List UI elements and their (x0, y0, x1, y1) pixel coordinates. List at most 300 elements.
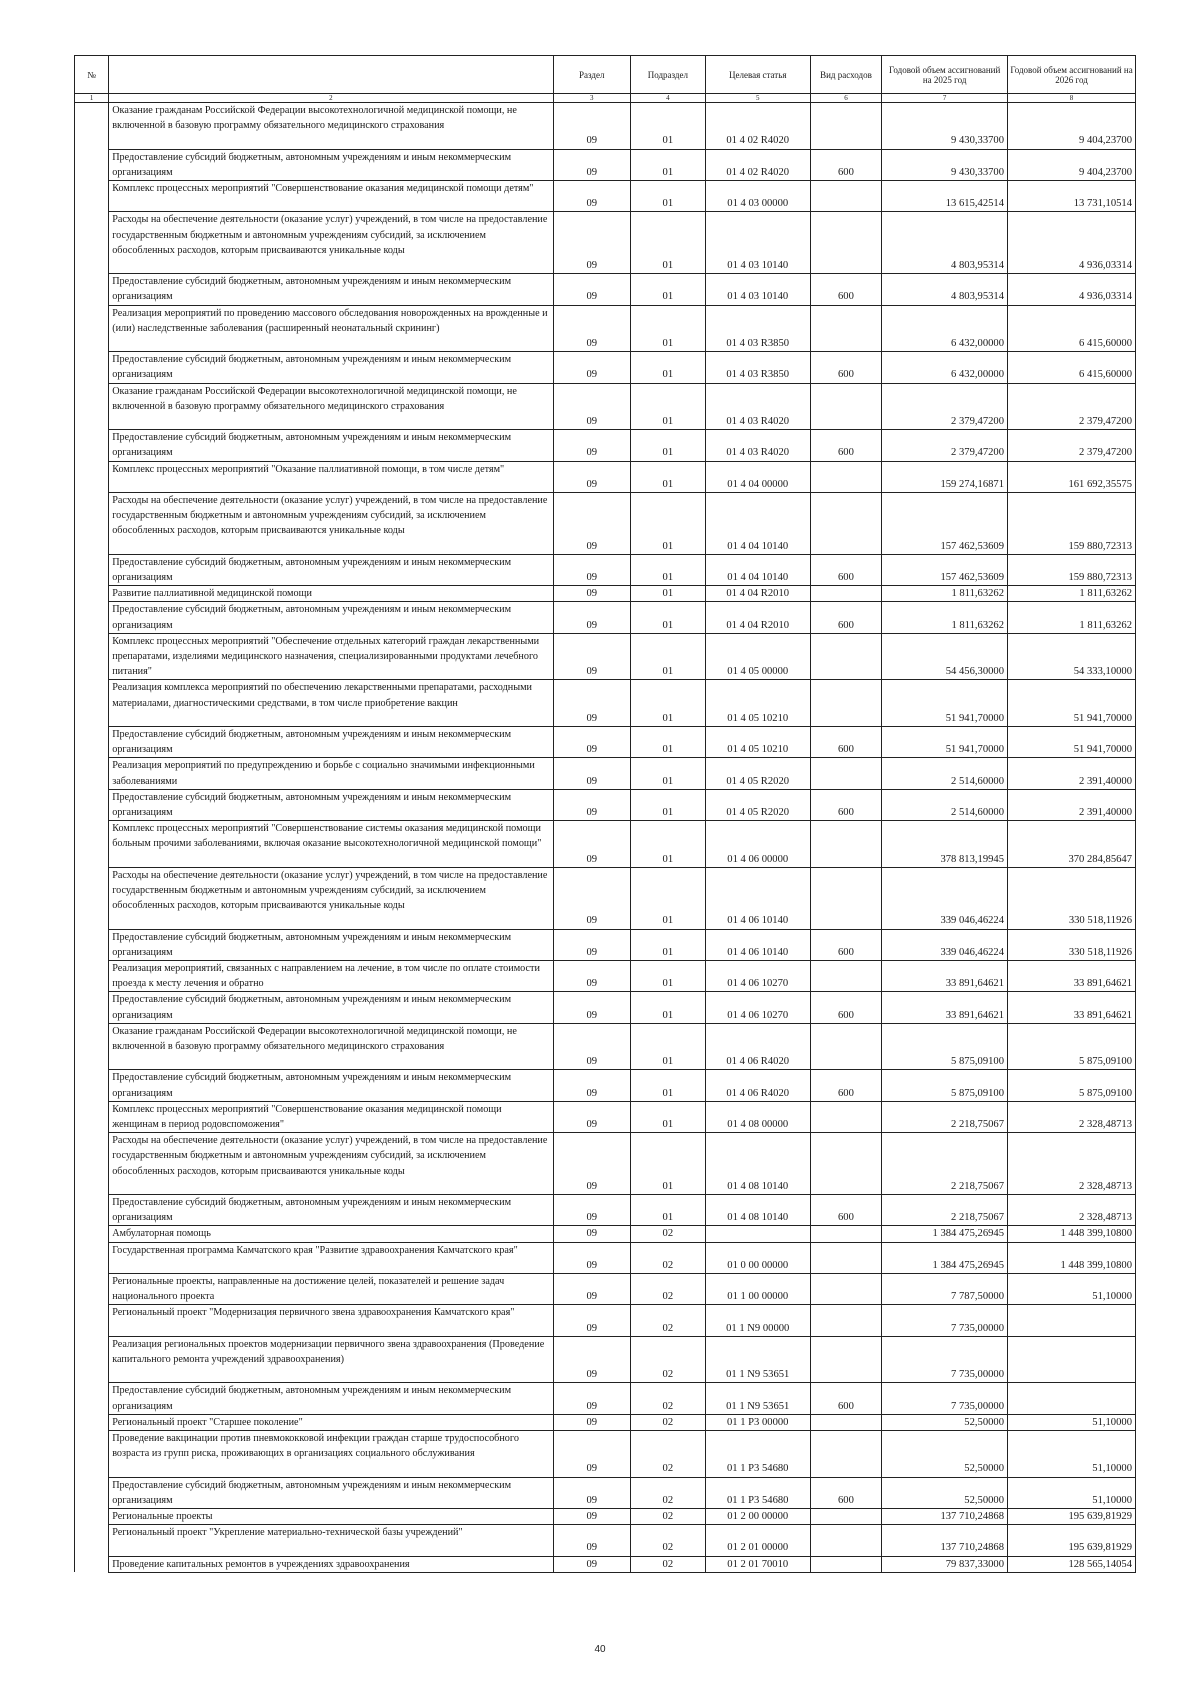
row-expense-type (810, 461, 882, 492)
table-row (75, 554, 1136, 585)
row-volume-2026: 13 731,10514 (1008, 181, 1136, 212)
table-row (75, 992, 1136, 1023)
table-row (75, 1133, 1136, 1195)
table-row (75, 602, 1136, 633)
row-section: 09 (553, 1226, 630, 1242)
row-section: 09 (553, 821, 630, 868)
row-name: Комплекс процессных мероприятий "Оказание паллиативной помощи, в том числе детям" (109, 461, 553, 492)
row-name: Предоставление субсидий бюджетным, автономным учреждениям и иным некоммерческим организациям (109, 602, 553, 633)
row-name: Предоставление субсидий бюджетным, автономным учреждениям и иным некоммерческим организациям (109, 430, 553, 461)
row-number-cell (75, 789, 109, 820)
row-volume-2025: 2 379,47200 (882, 383, 1008, 430)
row-volume-2026: 2 391,40000 (1008, 758, 1136, 789)
table-row (75, 789, 1136, 820)
row-volume-2026: 6 415,60000 (1008, 305, 1136, 352)
row-subsection: 01 (630, 821, 705, 868)
row-volume-2026: 1 448 399,10800 (1008, 1242, 1136, 1273)
row-volume-2025: 339 046,46224 (882, 867, 1008, 929)
row-number-cell (75, 1525, 109, 1556)
table-row (75, 492, 1136, 554)
row-section: 09 (553, 554, 630, 585)
row-volume-2026 (1008, 1383, 1136, 1414)
table-row (75, 1336, 1136, 1383)
row-name: Предоставление субсидий бюджетным, автономным учреждениям и иным некоммерческим организациям (109, 1477, 553, 1508)
row-name: Оказание гражданам Российской Федерации высокотехнологичной медицинской помощи, не включенной в базовую программу обязательного медицинского страхования (109, 103, 553, 150)
row-volume-2026: 33 891,64621 (1008, 961, 1136, 992)
row-volume-2025: 1 384 475,26945 (882, 1226, 1008, 1242)
row-target-article: 01 4 06 10270 (705, 961, 810, 992)
row-expense-type: 600 (810, 1383, 882, 1414)
row-number-cell (75, 492, 109, 554)
row-target-article: 01 4 06 R4020 (705, 1023, 810, 1070)
row-volume-2025: 2 218,75067 (882, 1195, 1008, 1226)
row-number-cell (75, 1414, 109, 1430)
row-section: 09 (553, 1305, 630, 1336)
row-name: Региональные проекты, направленные на достижение целей, показателей и решение задач национального проекта (109, 1274, 553, 1305)
row-volume-2026: 9 404,23700 (1008, 103, 1136, 150)
row-expense-type (810, 383, 882, 430)
row-target-article: 01 4 06 00000 (705, 821, 810, 868)
row-volume-2026: 161 692,35575 (1008, 461, 1136, 492)
row-target-article: 01 4 03 R3850 (705, 305, 810, 352)
row-target-article (705, 1226, 810, 1242)
row-volume-2026: 330 518,11926 (1008, 929, 1136, 960)
row-name: Проведение капитальных ремонтов в учреждениях здравоохранения (109, 1556, 553, 1572)
row-target-article: 01 4 03 10140 (705, 212, 810, 274)
row-name: Комплекс процессных мероприятий "Совершенствование оказания медицинской помощи женщинам в период родовспоможения" (109, 1101, 553, 1132)
row-subsection: 01 (630, 461, 705, 492)
row-subsection: 01 (630, 149, 705, 180)
row-volume-2026: 2 379,47200 (1008, 383, 1136, 430)
row-name: Оказание гражданам Российской Федерации высокотехнологичной медицинской помощи, не включенной в базовую программу обязательного медицинского страхования (109, 1023, 553, 1070)
table-row (75, 149, 1136, 180)
row-number-cell (75, 430, 109, 461)
row-section: 09 (553, 1383, 630, 1414)
row-target-article: 01 2 00 00000 (705, 1509, 810, 1525)
row-expense-type: 600 (810, 1195, 882, 1226)
row-section: 09 (553, 929, 630, 960)
row-name: Реализация мероприятий по предупреждению и борьбе с социально значимыми инфекционными заболеваниями (109, 758, 553, 789)
row-name: Предоставление субсидий бюджетным, автономным учреждениям и иным некоммерческим организациям (109, 1195, 553, 1226)
row-volume-2026 (1008, 1305, 1136, 1336)
row-subsection: 01 (630, 586, 705, 602)
row-subsection: 01 (630, 602, 705, 633)
row-number-cell (75, 1305, 109, 1336)
row-section: 09 (553, 1101, 630, 1132)
row-expense-type (810, 1242, 882, 1273)
row-name: Реализация комплекса мероприятий по обеспечению лекарственными препаратами, расходными материалами, диагностическими средствами, в том числе приобретение вакцин (109, 680, 553, 727)
row-subsection: 02 (630, 1556, 705, 1572)
column-number: 1 (75, 94, 109, 103)
row-name: Расходы на обеспечение деятельности (оказание услуг) учреждений, в том числе на предоставление государственным бюджетным и автономным учреждениям субсидий, за исключением обособленных расходов, которым присваиваются уникальные коды (109, 492, 553, 554)
row-volume-2025: 2 514,60000 (882, 758, 1008, 789)
row-expense-type (810, 1274, 882, 1305)
row-name: Реализация мероприятий, связанных с направлением на лечение, в том числе по оплате стоимости проезда к месту лечения и обратно (109, 961, 553, 992)
column-number: 6 (810, 94, 882, 103)
row-subsection: 02 (630, 1242, 705, 1273)
row-target-article: 01 4 03 R4020 (705, 383, 810, 430)
row-expense-type (810, 1133, 882, 1195)
header-volume-2025: Годовой объем ассигнований на 2025 год (882, 56, 1008, 94)
row-volume-2025: 1 811,63262 (882, 602, 1008, 633)
row-section: 09 (553, 758, 630, 789)
row-subsection: 01 (630, 727, 705, 758)
row-number-cell (75, 1477, 109, 1508)
row-section: 09 (553, 103, 630, 150)
row-volume-2025: 52,50000 (882, 1431, 1008, 1478)
row-volume-2026 (1008, 1336, 1136, 1383)
row-number-cell (75, 352, 109, 383)
row-volume-2025: 2 218,75067 (882, 1101, 1008, 1132)
table-row (75, 586, 1136, 602)
row-section: 09 (553, 212, 630, 274)
row-expense-type: 600 (810, 274, 882, 305)
row-number-cell (75, 992, 109, 1023)
row-name: Предоставление субсидий бюджетным, автономным учреждениям и иным некоммерческим организациям (109, 274, 553, 305)
row-section: 09 (553, 492, 630, 554)
row-number-cell (75, 680, 109, 727)
row-volume-2026: 370 284,85647 (1008, 821, 1136, 868)
row-target-article: 01 1 N9 53651 (705, 1336, 810, 1383)
row-number-cell (75, 1070, 109, 1101)
row-volume-2025: 2 514,60000 (882, 789, 1008, 820)
row-volume-2026: 1 811,63262 (1008, 602, 1136, 633)
table-row (75, 1383, 1136, 1414)
row-volume-2026: 51,10000 (1008, 1274, 1136, 1305)
row-volume-2026: 4 936,03314 (1008, 274, 1136, 305)
row-number-cell (75, 554, 109, 585)
header-target-article: Целевая статья (705, 56, 810, 94)
row-number-cell (75, 1336, 109, 1383)
table-row (75, 1414, 1136, 1430)
row-name: Расходы на обеспечение деятельности (оказание услуг) учреждений, в том числе на предоставление государственным бюджетным и автономным учреждениям субсидий, за исключением обособленных расходов, которым присваиваются уникальные коды (109, 867, 553, 929)
row-expense-type (810, 212, 882, 274)
row-name: Предоставление субсидий бюджетным, автономным учреждениям и иным некоммерческим организациям (109, 929, 553, 960)
row-name: Предоставление субсидий бюджетным, автономным учреждениям и иным некоммерческим организациям (109, 149, 553, 180)
row-subsection: 01 (630, 352, 705, 383)
row-volume-2026: 33 891,64621 (1008, 992, 1136, 1023)
row-subsection: 01 (630, 633, 705, 680)
row-name: Региональный проект "Старшее поколение" (109, 1414, 553, 1430)
row-number-cell (75, 461, 109, 492)
row-volume-2025: 79 837,33000 (882, 1556, 1008, 1572)
row-number-cell (75, 103, 109, 150)
row-name: Предоставление субсидий бюджетным, автономным учреждениям и иным некоммерческим организациям (109, 727, 553, 758)
row-volume-2026: 51,10000 (1008, 1431, 1136, 1478)
row-number-cell (75, 1242, 109, 1273)
column-numbers-row (75, 94, 1136, 103)
row-subsection: 01 (630, 430, 705, 461)
row-name: Региональный проект "Укрепление материально-технической базы учреждений" (109, 1525, 553, 1556)
row-section: 09 (553, 1431, 630, 1478)
row-name: Реализация мероприятий по проведению массового обследования новорожденных на врожденные и (или) наследственные заболевания (расширенный неонатальный скрининг) (109, 305, 553, 352)
row-volume-2026: 195 639,81929 (1008, 1509, 1136, 1525)
row-expense-type: 600 (810, 1477, 882, 1508)
row-expense-type (810, 103, 882, 150)
header-name (109, 56, 553, 94)
row-expense-type (810, 492, 882, 554)
column-number: 7 (882, 94, 1008, 103)
row-target-article: 01 4 04 00000 (705, 461, 810, 492)
row-target-article: 01 4 03 R3850 (705, 352, 810, 383)
row-target-article: 01 4 05 00000 (705, 633, 810, 680)
row-volume-2026: 2 391,40000 (1008, 789, 1136, 820)
table-row (75, 181, 1136, 212)
row-volume-2026: 330 518,11926 (1008, 867, 1136, 929)
row-volume-2025: 7 735,00000 (882, 1336, 1008, 1383)
row-subsection: 01 (630, 1133, 705, 1195)
row-expense-type: 600 (810, 430, 882, 461)
row-section: 09 (553, 1242, 630, 1273)
row-expense-type (810, 680, 882, 727)
row-subsection: 01 (630, 1023, 705, 1070)
row-name: Предоставление субсидий бюджетным, автономным учреждениям и иным некоммерческим организациям (109, 352, 553, 383)
header-section: Раздел (553, 56, 630, 94)
row-subsection: 02 (630, 1477, 705, 1508)
row-target-article: 01 4 03 10140 (705, 274, 810, 305)
row-volume-2026: 2 328,48713 (1008, 1195, 1136, 1226)
row-expense-type (810, 821, 882, 868)
table-row (75, 961, 1136, 992)
row-section: 09 (553, 992, 630, 1023)
row-target-article: 01 4 05 10210 (705, 680, 810, 727)
row-subsection: 01 (630, 992, 705, 1023)
row-section: 09 (553, 680, 630, 727)
table-row (75, 1305, 1136, 1336)
row-name: Предоставление субсидий бюджетным, автономным учреждениям и иным некоммерческим организациям (109, 992, 553, 1023)
row-volume-2025: 159 274,16871 (882, 461, 1008, 492)
column-number: 3 (553, 94, 630, 103)
table-row (75, 1556, 1136, 1572)
row-volume-2026: 51 941,70000 (1008, 727, 1136, 758)
row-name: Региональный проект "Модернизация первичного звена здравоохранения Камчатского края" (109, 1305, 553, 1336)
row-expense-type (810, 1336, 882, 1383)
table-row (75, 1070, 1136, 1101)
row-number-cell (75, 1101, 109, 1132)
row-section: 09 (553, 961, 630, 992)
row-volume-2026: 51,10000 (1008, 1477, 1136, 1508)
table-body (75, 103, 1136, 1573)
row-number-cell (75, 1195, 109, 1226)
row-section: 09 (553, 430, 630, 461)
row-section: 09 (553, 727, 630, 758)
header-subsection: Подраздел (630, 56, 705, 94)
table-row (75, 1274, 1136, 1305)
row-target-article: 01 4 08 10140 (705, 1133, 810, 1195)
row-number-cell (75, 961, 109, 992)
row-target-article: 01 4 08 00000 (705, 1101, 810, 1132)
row-target-article: 01 4 02 R4020 (705, 149, 810, 180)
table-row (75, 1477, 1136, 1508)
row-volume-2026: 2 379,47200 (1008, 430, 1136, 461)
row-volume-2026: 2 328,48713 (1008, 1101, 1136, 1132)
row-volume-2025: 51 941,70000 (882, 727, 1008, 758)
row-target-article: 01 4 05 R2020 (705, 758, 810, 789)
row-volume-2025: 1 811,63262 (882, 586, 1008, 602)
table-row (75, 1101, 1136, 1132)
row-target-article: 01 4 03 00000 (705, 181, 810, 212)
budget-table (74, 55, 1136, 1573)
row-expense-type (810, 961, 882, 992)
row-section: 09 (553, 383, 630, 430)
row-number-cell (75, 181, 109, 212)
row-expense-type (810, 758, 882, 789)
row-target-article: 01 1 N9 53651 (705, 1383, 810, 1414)
row-expense-type (810, 586, 882, 602)
row-subsection: 02 (630, 1431, 705, 1478)
row-name: Оказание гражданам Российской Федерации высокотехнологичной медицинской помощи, не включенной в базовую программу обязательного медицинского страхования (109, 383, 553, 430)
row-number-cell (75, 1509, 109, 1525)
row-volume-2025: 9 430,33700 (882, 149, 1008, 180)
row-volume-2025: 378 813,19945 (882, 821, 1008, 868)
row-subsection: 01 (630, 1070, 705, 1101)
row-number-cell (75, 1133, 109, 1195)
row-number-cell (75, 633, 109, 680)
column-number: 8 (1008, 94, 1136, 103)
row-volume-2025: 6 432,00000 (882, 305, 1008, 352)
row-expense-type (810, 305, 882, 352)
row-subsection: 01 (630, 867, 705, 929)
table-row (75, 461, 1136, 492)
row-subsection: 01 (630, 274, 705, 305)
row-section: 09 (553, 867, 630, 929)
row-volume-2025: 4 803,95314 (882, 274, 1008, 305)
row-name: Предоставление субсидий бюджетным, автономным учреждениям и иным некоммерческим организациям (109, 789, 553, 820)
row-expense-type (810, 181, 882, 212)
row-volume-2026: 1 811,63262 (1008, 586, 1136, 602)
row-subsection: 01 (630, 181, 705, 212)
row-volume-2025: 33 891,64621 (882, 992, 1008, 1023)
table-row (75, 821, 1136, 868)
table-row (75, 1431, 1136, 1478)
row-volume-2026: 2 328,48713 (1008, 1133, 1136, 1195)
row-volume-2026: 9 404,23700 (1008, 149, 1136, 180)
row-volume-2026: 4 936,03314 (1008, 212, 1136, 274)
page-number: 40 (594, 1644, 606, 1655)
header-expense-type: Вид расходов (810, 56, 882, 94)
row-volume-2025: 7 735,00000 (882, 1305, 1008, 1336)
row-number-cell (75, 305, 109, 352)
row-name: Комплекс процессных мероприятий "Совершенствование оказания медицинской помощи детям" (109, 181, 553, 212)
row-volume-2025: 2 379,47200 (882, 430, 1008, 461)
row-section: 09 (553, 274, 630, 305)
row-expense-type (810, 1431, 882, 1478)
row-number-cell (75, 758, 109, 789)
row-target-article: 01 4 04 R2010 (705, 586, 810, 602)
header-number: № (75, 56, 109, 94)
row-volume-2026: 1 448 399,10800 (1008, 1226, 1136, 1242)
row-number-cell (75, 929, 109, 960)
row-section: 09 (553, 1477, 630, 1508)
row-subsection: 02 (630, 1305, 705, 1336)
row-volume-2025: 7 787,50000 (882, 1274, 1008, 1305)
row-subsection: 01 (630, 1195, 705, 1226)
row-subsection: 01 (630, 492, 705, 554)
row-name: Государственная программа Камчатского края "Развитие здравоохранения Камчатского края" (109, 1242, 553, 1273)
row-volume-2025: 52,50000 (882, 1414, 1008, 1430)
table-row (75, 305, 1136, 352)
row-number-cell (75, 149, 109, 180)
row-subsection: 01 (630, 758, 705, 789)
row-section: 09 (553, 1070, 630, 1101)
row-expense-type: 600 (810, 602, 882, 633)
row-volume-2025: 137 710,24868 (882, 1525, 1008, 1556)
row-target-article: 01 0 00 00000 (705, 1242, 810, 1273)
row-name: Комплекс процессных мероприятий "Совершенствование системы оказания медицинской помощи больным прочими заболеваниями, включая оказание высокотехнологичной медицинской помощи" (109, 821, 553, 868)
row-number-cell (75, 1383, 109, 1414)
row-volume-2025: 157 462,53609 (882, 554, 1008, 585)
row-number-cell (75, 274, 109, 305)
row-expense-type (810, 867, 882, 929)
row-target-article: 01 4 04 10140 (705, 554, 810, 585)
row-number-cell (75, 1431, 109, 1478)
row-volume-2025: 7 735,00000 (882, 1383, 1008, 1414)
row-name: Региональные проекты (109, 1509, 553, 1525)
row-subsection: 01 (630, 554, 705, 585)
row-subsection: 02 (630, 1509, 705, 1525)
row-section: 09 (553, 1195, 630, 1226)
row-volume-2025: 157 462,53609 (882, 492, 1008, 554)
row-name: Предоставление субсидий бюджетным, автономным учреждениям и иным некоммерческим организациям (109, 1070, 553, 1101)
row-section: 09 (553, 305, 630, 352)
row-section: 09 (553, 586, 630, 602)
row-section: 09 (553, 1023, 630, 1070)
row-expense-type: 600 (810, 554, 882, 585)
table-row (75, 929, 1136, 960)
table-row (75, 727, 1136, 758)
row-volume-2025: 51 941,70000 (882, 680, 1008, 727)
row-subsection: 01 (630, 961, 705, 992)
row-target-article: 01 1 P3 54680 (705, 1477, 810, 1508)
row-target-article: 01 4 08 10140 (705, 1195, 810, 1226)
row-volume-2025: 339 046,46224 (882, 929, 1008, 960)
row-volume-2026: 51 941,70000 (1008, 680, 1136, 727)
row-target-article: 01 4 05 10210 (705, 727, 810, 758)
row-subsection: 01 (630, 789, 705, 820)
row-volume-2025: 2 218,75067 (882, 1133, 1008, 1195)
table-row (75, 1525, 1136, 1556)
row-subsection: 01 (630, 680, 705, 727)
row-name: Комплекс процессных мероприятий "Обеспечение отдельных категорий граждан лекарственными препаратами, изделиями медицинского назначения, специализированными продуктами лечебного питания" (109, 633, 553, 680)
table-row (75, 867, 1136, 929)
row-number-cell (75, 727, 109, 758)
table-row (75, 383, 1136, 430)
row-volume-2025: 52,50000 (882, 1477, 1008, 1508)
row-volume-2026: 195 639,81929 (1008, 1525, 1136, 1556)
table-row (75, 1226, 1136, 1242)
table-row (75, 680, 1136, 727)
row-section: 09 (553, 789, 630, 820)
row-expense-type (810, 1525, 882, 1556)
row-expense-type: 600 (810, 929, 882, 960)
row-number-cell (75, 1274, 109, 1305)
table-row (75, 212, 1136, 274)
row-volume-2025: 33 891,64621 (882, 961, 1008, 992)
table-row (75, 352, 1136, 383)
row-expense-type (810, 1101, 882, 1132)
row-subsection: 01 (630, 1101, 705, 1132)
row-target-article: 01 4 06 R4020 (705, 1070, 810, 1101)
row-volume-2026: 159 880,72313 (1008, 492, 1136, 554)
row-subsection: 02 (630, 1274, 705, 1305)
column-number: 5 (705, 94, 810, 103)
header-volume-2026: Годовой объем ассигнований на 2026 год (1008, 56, 1136, 94)
row-expense-type: 600 (810, 789, 882, 820)
table-row (75, 274, 1136, 305)
row-section: 09 (553, 352, 630, 383)
row-section: 09 (553, 1414, 630, 1430)
row-expense-type (810, 633, 882, 680)
